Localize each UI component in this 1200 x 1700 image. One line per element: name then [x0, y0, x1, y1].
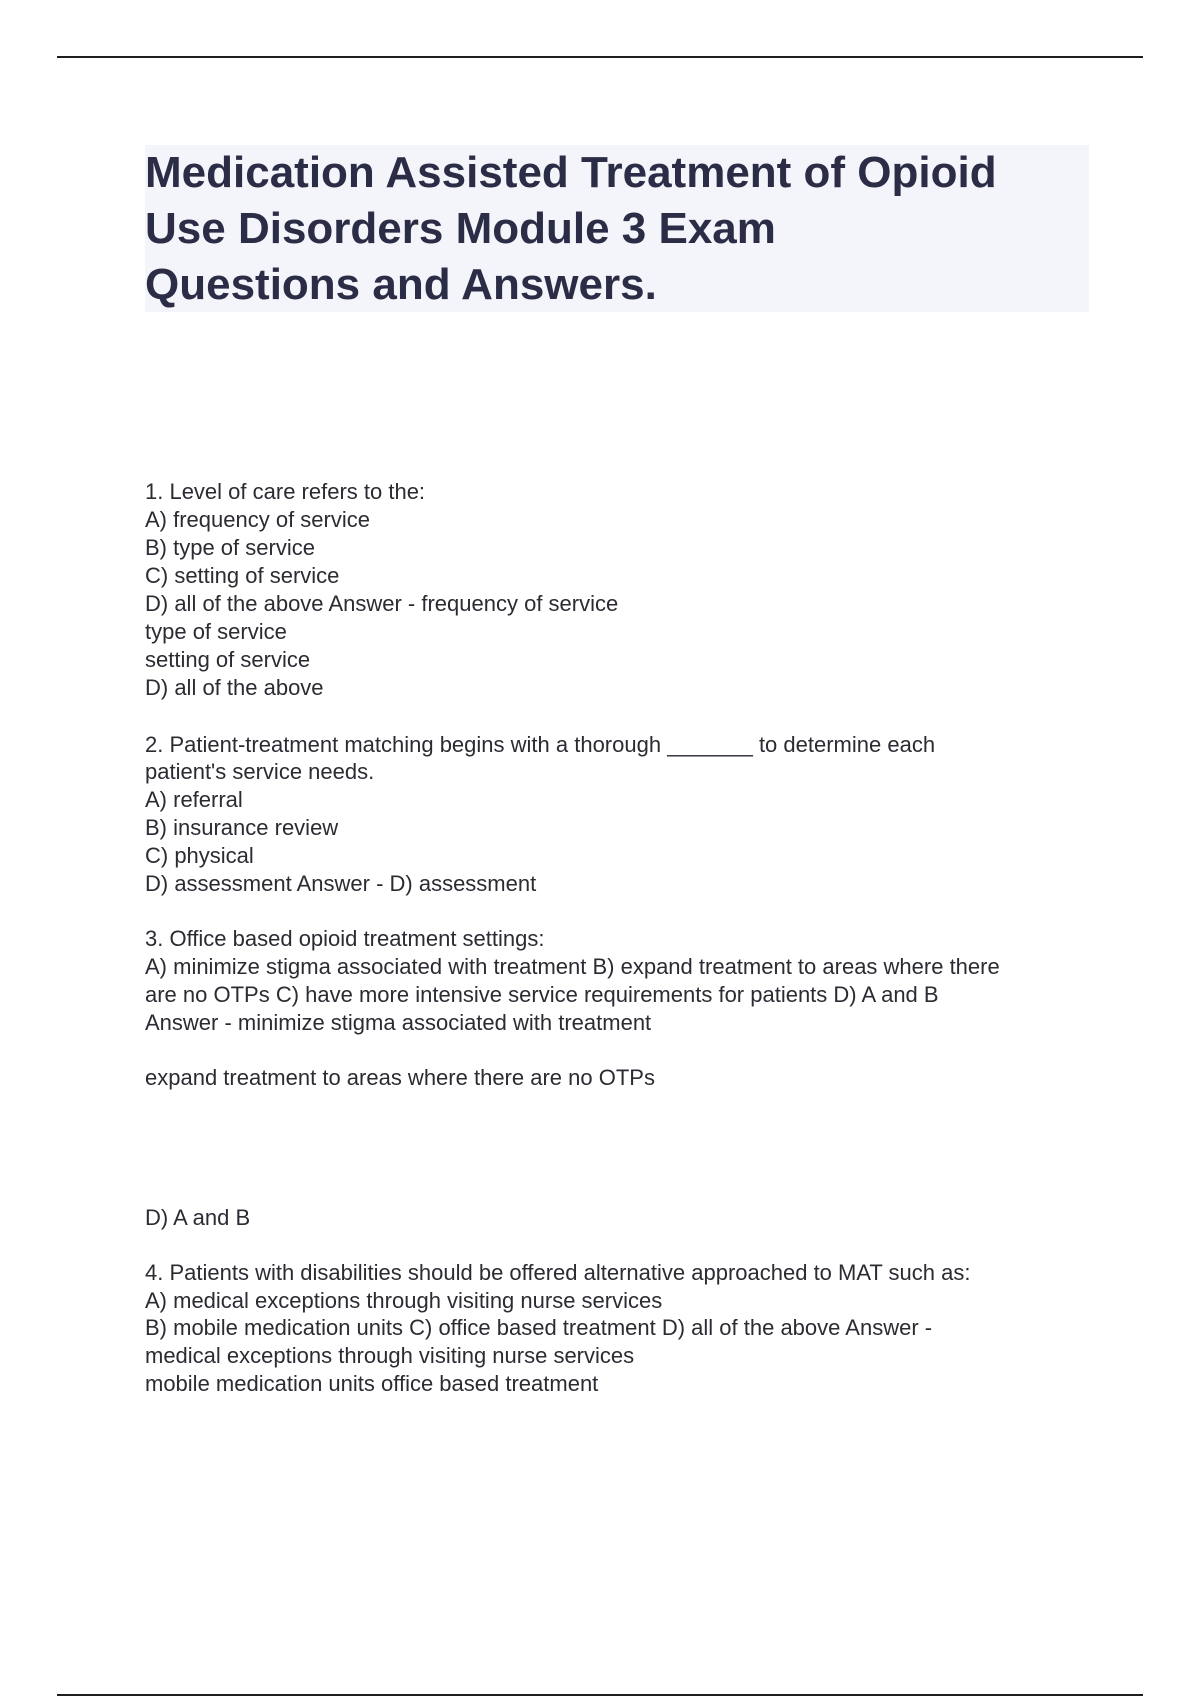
header-rule [57, 56, 1143, 58]
question-text: 3. Office based opioid treatment settings: [145, 926, 545, 951]
document-title [145, 145, 1089, 313]
option-a: A) frequency of service [145, 507, 370, 532]
title-line: Questions and Answers. [145, 260, 657, 309]
answer-line: mobile medication units office based treatment [145, 1371, 599, 1396]
title-line: Use Disorders Module 3 Exam [145, 204, 776, 253]
option-a: A) referral [145, 787, 243, 812]
answer-line: D) all of the above [145, 675, 324, 700]
options-line: are no OTPs C) have more intensive service requirements for patients D) A and B [145, 982, 939, 1007]
options-answer-line: B) mobile medication units C) office based treatment D) all of the above Answer - [145, 1315, 933, 1340]
option-c: C) physical [145, 843, 254, 868]
answer-line: expand treatment to areas where there are no OTPs [145, 1065, 655, 1090]
option-a: A) medical exceptions through visiting nurse services [145, 1288, 663, 1313]
question-text: 2. Patient-treatment matching begins with a thorough _______ to determine each [145, 732, 936, 757]
option-d-answer: D) all of the above Answer - frequency of service [145, 591, 619, 616]
question-text: 1. Level of care refers to the: [145, 479, 426, 504]
question-text: 4. Patients with disabilities should be offered alternative approached to MAT such as: [145, 1260, 971, 1285]
options-line: A) minimize stigma associated with treatment B) expand treatment to areas where there [145, 954, 1000, 979]
answer-line: medical exceptions through visiting nurse services [145, 1343, 635, 1368]
question-text-continued: patient's service needs. [145, 759, 375, 784]
answer-line: setting of service [145, 647, 311, 672]
answer-line: type of service [145, 619, 287, 644]
footer-rule [57, 1694, 1143, 1696]
option-c: C) setting of service [145, 563, 340, 588]
answer-line: D) A and B [145, 1205, 251, 1230]
option-b: B) insurance review [145, 815, 339, 840]
option-d-answer: D) assessment Answer - D) assessment [145, 871, 537, 896]
answer-line: Answer - minimize stigma associated with treatment [145, 1010, 652, 1035]
option-b: B) type of service [145, 535, 315, 560]
title-line: Medication Assisted Treatment of Opioid [145, 148, 997, 197]
